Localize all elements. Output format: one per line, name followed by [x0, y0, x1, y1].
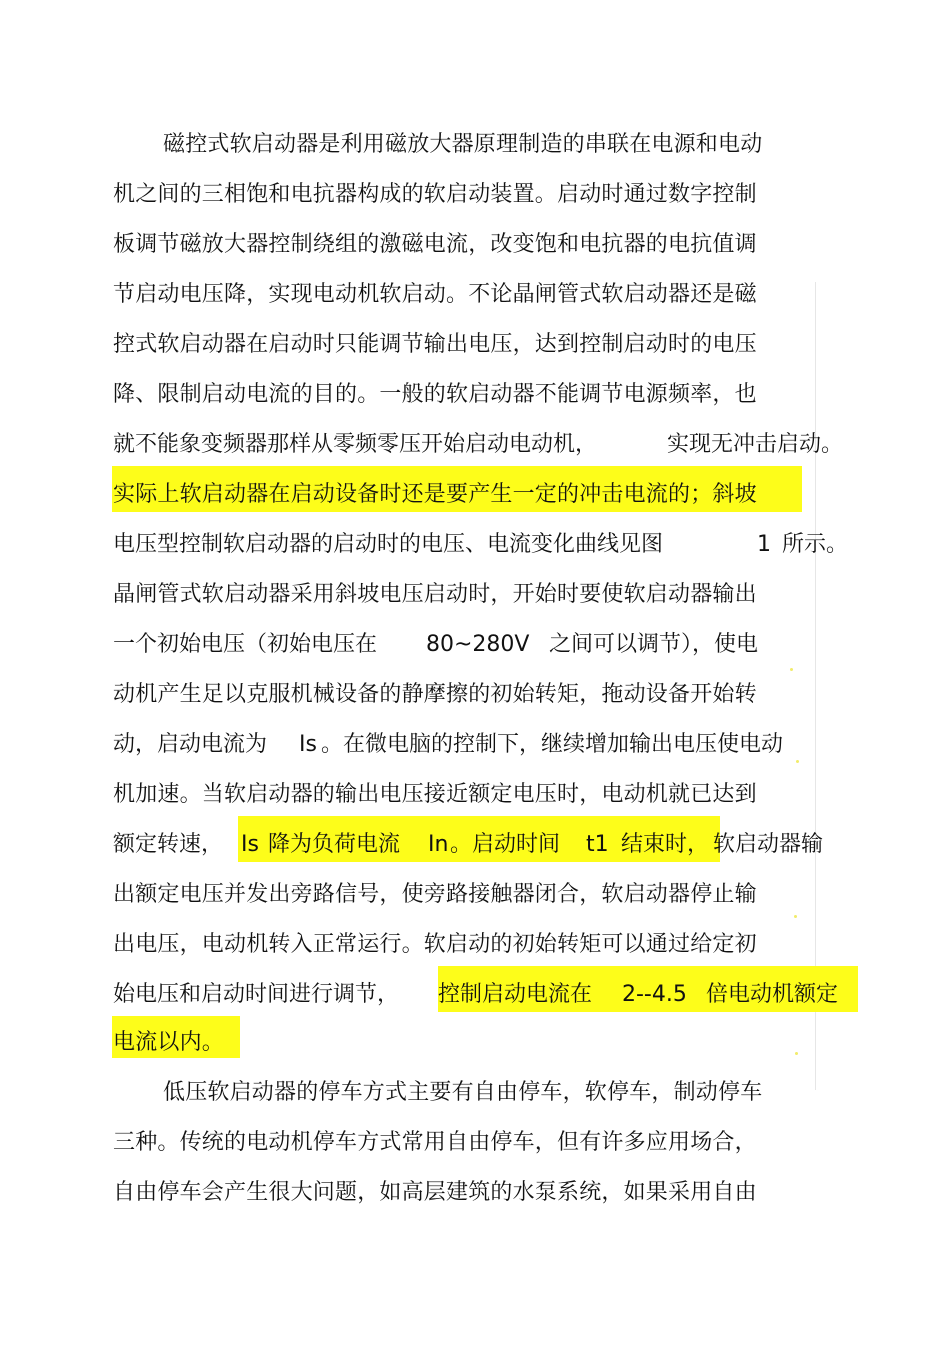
text-line: 出电压，电动机转入正常运行。软启动的初始转矩可以通过给定初 [113, 932, 757, 957]
text-line: 额定转速， [113, 832, 224, 857]
text-line: 。在微电脑的控制下，继续增加输出电压使电动 [321, 732, 784, 757]
text-line: 三种。传统的电动机停车方式常用自由停车，但有许多应用场合， [113, 1130, 757, 1155]
scan-artifact [794, 915, 797, 918]
text-line: 动机产生足以克服机械设备的静摩擦的初始转矩，拖动设备开始转 [113, 682, 757, 707]
text-line: 结束时， [621, 832, 710, 857]
text-line: 板调节磁放大器控制绕组的激磁电流，改变饱和电抗器的电抗值调 [113, 232, 757, 257]
text-line: 软启动器输 [713, 832, 824, 857]
text-line: 倍电动机额定 [706, 982, 839, 1007]
text-line: 。启动时间 [450, 832, 561, 857]
text-line: 一个初始电压（初始电压在 [113, 632, 378, 657]
text-line: 始电压和启动时间进行调节， [113, 982, 400, 1007]
text-line: 动，启动电流为 [113, 732, 268, 757]
scan-artifact [795, 1052, 798, 1055]
text-line: 控制启动电流在 [438, 982, 593, 1007]
text-line: 低压软启动器的停车方式主要有自由停车，软停车，制动停车 [163, 1080, 763, 1105]
text-line: 之间可以调节），使电 [549, 632, 759, 657]
scan-artifact [796, 760, 799, 763]
highlighted-text-line: 实际上软启动器在启动设备时还是要产生一定的冲击电流的；斜坡 [113, 482, 757, 507]
scan-artifact [790, 668, 793, 671]
symbol-t1: t1 [586, 832, 609, 857]
voltage-range: 80~280V [426, 632, 530, 657]
symbol-in: In [428, 832, 449, 857]
highlighted-text-line: 电流以内。 [113, 1030, 225, 1055]
symbol-is: Is [299, 732, 317, 757]
text-line: 所示。 [782, 532, 849, 557]
text-line: 机加速。当软启动器的输出电压接近额定电压时，电动机就已达到 [113, 782, 757, 807]
text-line: 电压型控制软启动器的启动时的电压、电流变化曲线见图 [113, 532, 664, 557]
text-line: 实现无冲击启动。 [667, 432, 844, 457]
current-range: 2--4.5 [622, 982, 687, 1007]
symbol-is: Is [241, 832, 259, 857]
text-line: 降、限制启动电流的目的。一般的软启动器不能调节电源频率，也 [113, 382, 757, 407]
text-line: 降为负荷电流 [268, 832, 401, 857]
text-line: 自由停车会产生很大问题，如高层建筑的水泵系统，如果采用自由 [113, 1180, 757, 1205]
text-line: 就不能象变频器那样从零频零压开始启动电动机， [113, 432, 598, 457]
text-line: 出额定电压并发出旁路信号，使旁路接触器闭合，软启动器停止输 [113, 882, 757, 907]
text-line: 晶闸管式软启动器采用斜坡电压启动时，开始时要使软启动器输出 [113, 582, 757, 607]
text-line: 控式软启动器在启动时只能调节输出电压，达到控制启动时的电压 [113, 332, 757, 357]
text-line: 磁控式软启动器是利用磁放大器原理制造的串联在电源和电动 [163, 132, 763, 157]
text-line: 节启动电压降，实现电动机软启动。不论晶闸管式软启动器还是磁 [113, 282, 757, 307]
figure-number: 1 [757, 532, 771, 557]
text-line: 机之间的三相饱和电抗器构成的软启动装置。启动时通过数字控制 [113, 182, 757, 207]
